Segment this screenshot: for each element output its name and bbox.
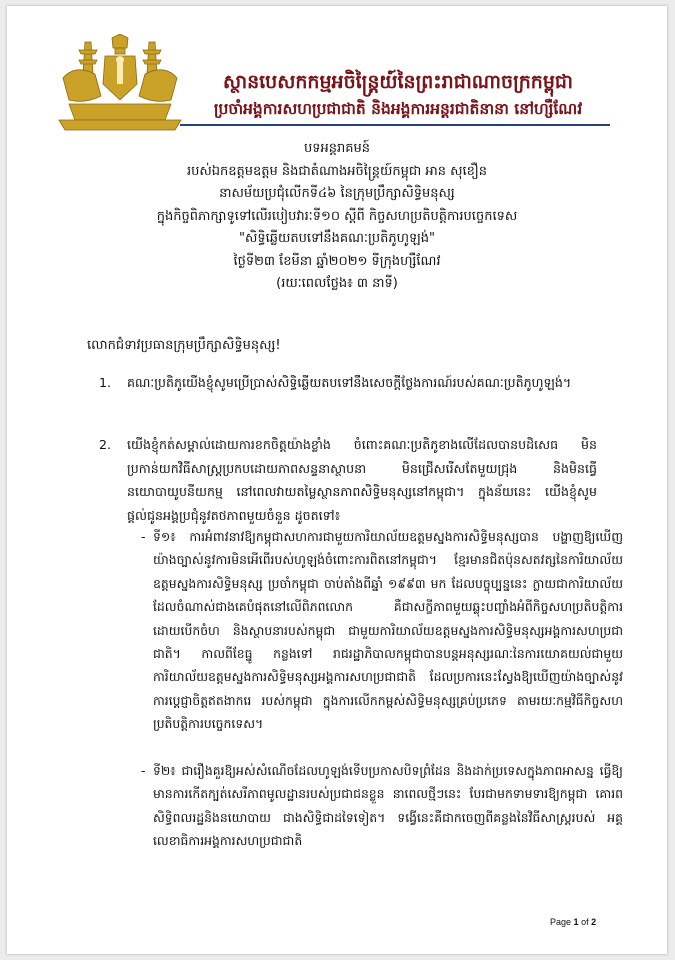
salutation: លោកជំទាវប្រធានក្រុមប្រឹក្សាសិទ្ធិមនុស្ស! — [87, 338, 281, 353]
document-page — [7, 6, 667, 954]
paragraph-number: 1. — [99, 375, 112, 390]
header-mission-line: ប្រចាំអង្គការសហប្រជាជាតិ និងអង្គការអន្តរជាតិនានា នៅហ្សឺណែវ — [213, 100, 583, 118]
title-line: ក្នុងកិច្ចពិភាក្សាទូទៅលើរបៀបវារៈទី១០ ស្តីពី កិច្ចសហប្រតិបត្តិការបច្ចេកទេស — [156, 208, 518, 224]
paragraph-number: 2. — [99, 437, 112, 452]
title-line: "សិទ្ធិឆ្លើយតបទៅនឹងគណៈប្រតិភូហូឡង់" — [239, 231, 435, 246]
bullet-dash: - — [141, 529, 146, 544]
title-line: របស់ឯកឧត្តមឧត្តម និងជាតំណាងអចិន្ត្រៃយ៍កម្ពុជា អាន សុខឿន — [186, 163, 488, 179]
title-line: (រយៈពេលថ្លែង៖ ៣ នាទី) — [276, 276, 398, 291]
page-number: Page 1 of 2 — [550, 917, 597, 927]
royal-emblem-icon — [55, 34, 185, 132]
statement-title-block — [77, 138, 597, 296]
header-divider — [180, 124, 610, 126]
title-line: ថ្ងៃទី២៣ ខែមីនា ឆ្នាំ២០២១ ទីក្រុងហ្សឺណែវ — [233, 253, 441, 269]
paragraph-text: យើងខ្ញុំកត់សម្គាល់ដោយការខកចិត្តយ៉ាងខ្លាំង ចំពោះគណៈប្រតិភូខាងលើដែលបានបដិសេធ មិនប្រកាន់យកវិធីសាស្ត្រប្រកបដោយភាពសន្ទនាស្ថាបនា មិនជ្រើសរើសតែមួយជ្រុង និងមិនធ្វើនយោបាយូបនីយកម្ម នៅពេលវាយតម្លៃស្ថានភាពសិទ្ធិមនុស្សនៅកម្ពុជា។ ក្នុងន័យនេះ យើងខ្ញុំសូមផ្តល់ជូនអង្គប្រជុំនូវតថភាពមួយចំនួន ដូចតទៅ៖ — [127, 437, 597, 523]
title-line: នាសម័យប្រជុំលើកទី៤៦ នៃក្រុមប្រឹក្សាសិទ្ធិមនុស្ស — [219, 186, 455, 201]
bullet-dash: - — [141, 763, 146, 778]
bullet-text: ទី២៖ ជារឿងគួរឱ្យអស់សំណើចដែលហូឡង់ទើបប្រកាសបិទព្រំដែន និងដាក់ប្រទេសក្នុងភាពអាសន្ន ធ្វើឱ្យមានការកើតក្បត់សេរីភាពមូលដ្ឋានរបស់ប្រជាជនខ្លួន នាពេលថ្មីៗនេះ បែរជាមកទាមទារឱ្យកម្ពុជា គោរពសិទ្ធិពលរដ្ឋនិងនយោបាយ ជាងសិទ្ធិជាដទៃទៀត។ ទង្វើនេះគឺជាកចេញពីគន្លងនៃវិធីសាស្ត្ររបស់ អគ្គលេខាធិការអង្គការសហប្រជាជាតិ — [153, 763, 623, 849]
bullet-text: ទី១៖ ការអំពាវនាវឱ្យកម្ពុជាសហការជាមួយការិយាល័យឧត្តមស្នងការសិទ្ធិមនុស្សបាន បង្ហាញឱ្យឃើញយ៉ាងច្បាស់នូវការមិនអើពើរបស់ហូឡង់ចំពោះការពិតនៅកម្ពុជា។ ខ្មែរមានជិតប៉ុនសតវត្សនៃការិយាល័យឧត្តមស្នងការសិទ្ធិមនុស្ស ប្រចាំកម្ពុជា ចាប់តាំងពីឆ្នាំ ១៩៩៣ មក ដែលបច្ចុប្បន្ននេះ ក្លាយជាការិយាល័យដែលចំណាស់ជាងគេបំផុតនៅលើពិភពលោក គឺជាសក្ខីភាពមួយឆ្លុះបញ្ចាំងអំពីកិច្ចសហប្រតិបត្តិការដោយបើកចំហ និងស្ថាបនារបស់កម្ពុជា ជាមួយការិយាល័យឧត្តមស្នងការសិទ្ធិមនុស្សអង្គការសហប្រជាជាតិ។ កាលពីខែធ្នូ កន្លងទៅ រាជរដ្ឋាភិបាលកម្ពុជាបានបន្តអនុស្សរណៈនៃការយោគយល់ជាមួយការិយាល័យឧត្តមស្នងការសិទ្ធិមនុស្សអង្គការសហប្រជាជាតិ ដែលប្រការនេះស្វែងឱ្យឃើញយ៉ាងច្បាស់នូវការប្តេជ្ញាចិត្តឥតងាករេ របស់កម្ពុជា ក្នុងការលើកកម្ពស់សិទ្ធិមនុស្សគ្រប់ប្រភេទ តាមរយៈកម្មវិធីកិច្ចសហប្រតិបត្តិការបច្ចេកទេស។ — [153, 529, 623, 732]
header-institution-line: ស្ថានបេសកកម្មអចិន្ត្រៃយ៍នៃព្រះរាជាណាចក្រកម្ពុជា — [222, 71, 574, 93]
paragraph-text: គណៈប្រតិភូយើងខ្ញុំសូមប្រើប្រាស់សិទ្ធិឆ្លើយតបទៅនឹងសេចក្តីថ្លែងការណ៍របស់គណៈប្រតិភូហូឡង់។ — [127, 375, 572, 390]
title-line: បទអន្តរាគមន៍ — [303, 141, 370, 156]
